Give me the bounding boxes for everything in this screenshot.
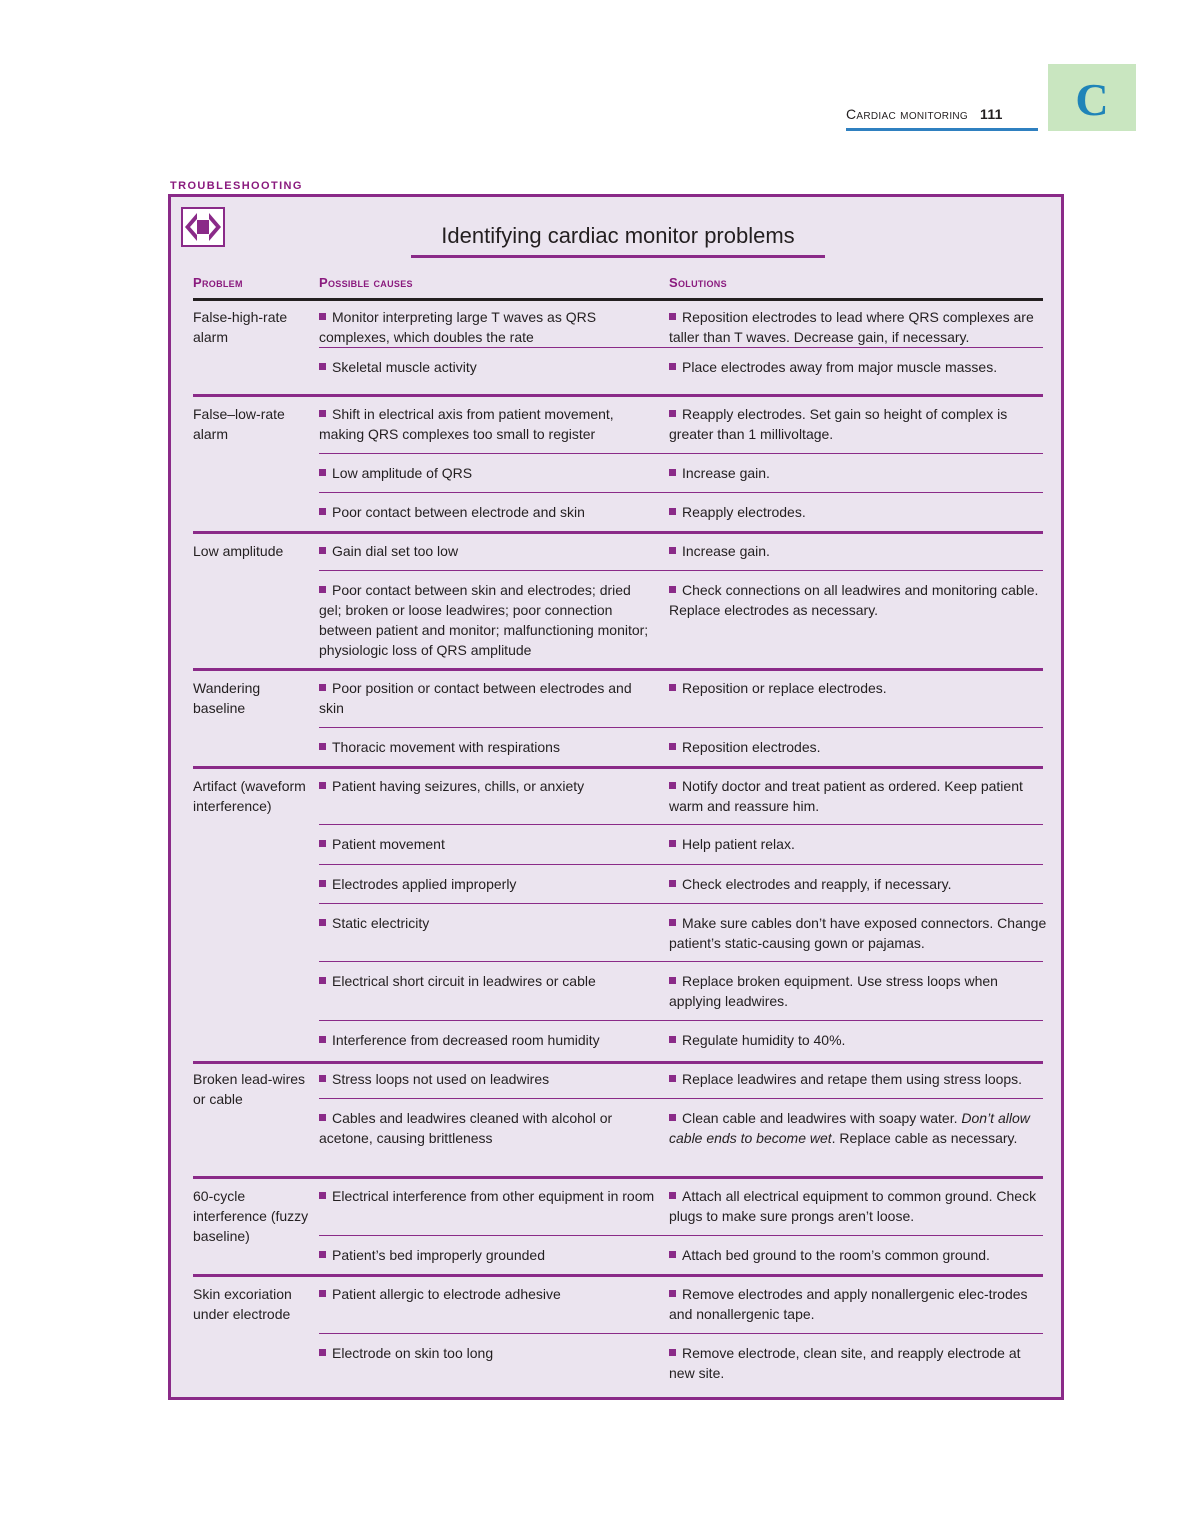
row-divider	[319, 961, 1043, 962]
cell-text: Attach bed ground to the room’s common ground.	[682, 1247, 990, 1263]
bullet-icon	[669, 586, 676, 593]
bullet-icon	[669, 684, 676, 691]
solution-cell	[669, 580, 1047, 620]
cell-text: Cables and leadwires cleaned with alcohol or acetone, causing brittleness	[319, 1110, 613, 1146]
running-head-title: Cardiac monitoring	[846, 106, 968, 122]
solution-cell	[669, 678, 1047, 698]
bullet-icon	[319, 586, 326, 593]
problem-cell: Low amplitude	[193, 543, 284, 559]
cell-text: Make sure cables don’t have exposed connectors. Change patient’s static-causing gown or pajamas.	[669, 915, 1047, 951]
running-head	[846, 106, 1038, 122]
cell-text: Electrodes applied improperly	[332, 876, 517, 892]
bullet-icon	[669, 363, 676, 370]
cell-text: Patient’s bed improperly grounded	[332, 1247, 545, 1263]
cause-cell	[319, 1069, 655, 1089]
bullet-icon	[319, 919, 326, 926]
bullet-icon	[319, 1036, 326, 1043]
cause-cell	[319, 463, 655, 483]
cell-text: Reposition electrodes.	[682, 739, 821, 755]
cell-text: Poor contact between skin and electrodes; dried gel; broken or loose leadwires; poor connection between patient and monitor; malfunctioning monitor; physiologic loss of QRS amplitude	[319, 582, 649, 658]
bullet-icon	[669, 313, 676, 320]
cell-text: Thoracic movement with respirations	[332, 739, 560, 755]
bullet-icon	[319, 508, 326, 515]
problem-cell: Wandering baseline	[193, 680, 261, 716]
row-divider	[319, 1020, 1043, 1021]
solution-cell	[669, 874, 1047, 894]
cell-text: Static electricity	[332, 915, 430, 931]
bullet-icon	[319, 840, 326, 847]
cause-cell	[319, 1245, 655, 1265]
group-divider	[193, 668, 1043, 671]
bullet-icon	[669, 977, 676, 984]
cause-cell	[319, 1108, 655, 1148]
bullet-icon	[319, 1192, 326, 1199]
bullet-icon	[669, 840, 676, 847]
bullet-icon	[319, 547, 326, 554]
solution-cell	[669, 913, 1047, 953]
problem-cell: False–low-rate alarm	[193, 406, 285, 442]
cell-text: Reposition electrodes to lead where QRS complexes are taller than T waves. Decrease gain, if necessary.	[669, 309, 1034, 345]
header-rule	[193, 298, 1043, 301]
cell-text: Clean cable and leadwires with soapy water.	[682, 1110, 962, 1126]
cell-text: Interference from decreased room humidity	[332, 1032, 600, 1048]
bullet-icon	[669, 547, 676, 554]
bullet-icon	[319, 782, 326, 789]
solution-cell	[669, 776, 1047, 816]
cell-text: Attach all electrical equipment to common ground. Check plugs to make sure prongs aren’t loose.	[669, 1188, 1037, 1224]
row-divider	[319, 727, 1043, 728]
solution-cell	[669, 502, 1047, 522]
cause-cell	[319, 913, 655, 933]
cell-text: Notify doctor and treat patient as ordered. Keep patient warm and reassure him.	[669, 778, 1023, 814]
cell-text: Poor position or contact between electrodes and skin	[319, 680, 632, 716]
troubleshooting-panel	[168, 194, 1064, 1400]
cause-cell	[319, 971, 655, 991]
cell-text: Poor contact between electrode and skin	[332, 504, 585, 520]
group-divider	[193, 531, 1043, 534]
bullet-icon	[319, 410, 326, 417]
cause-cell	[319, 834, 655, 854]
cell-text: Gain dial set too low	[332, 543, 459, 559]
cell-text: Electrical short circuit in leadwires or cable	[332, 973, 596, 989]
solution-cell	[669, 307, 1047, 347]
cell-text: . Replace cable as necessary.	[831, 1130, 1018, 1146]
solution-cell	[669, 1245, 1047, 1265]
cause-cell	[319, 1343, 655, 1363]
solution-cell	[669, 357, 1047, 377]
bullet-icon	[669, 919, 676, 926]
bullet-icon	[319, 1114, 326, 1121]
bullet-icon	[669, 1036, 676, 1043]
cell-text: Remove electrode, clean site, and reapply electrode at new site.	[669, 1345, 1021, 1381]
cell-text: Check connections on all leadwires and monitoring cable. Replace electrodes as necessary.	[669, 582, 1039, 618]
problem-cell: Artifact (waveform interference)	[193, 778, 306, 814]
cell-text: Shift in electrical axis from patient movement, making QRS complexes too small to register	[319, 406, 614, 442]
bullet-icon	[669, 1349, 676, 1356]
bullet-icon	[319, 363, 326, 370]
cell-text: Reposition or replace electrodes.	[682, 680, 887, 696]
solution-cell	[669, 1108, 1047, 1148]
bullet-icon	[669, 508, 676, 515]
bullet-icon	[669, 1114, 676, 1121]
cell-text: Increase gain.	[682, 465, 770, 481]
solution-cell	[669, 404, 1047, 444]
column-header-problem: Problem	[193, 275, 243, 290]
cause-cell	[319, 1284, 655, 1304]
row-divider	[319, 453, 1043, 454]
solution-cell	[669, 541, 1047, 561]
solution-cell	[669, 1186, 1047, 1226]
column-header-causes: Possible causes	[319, 275, 413, 290]
row-divider	[319, 492, 1043, 493]
section-label: TROUBLESHOOTING	[170, 180, 303, 192]
problem-cell: Broken lead-wires or cable	[193, 1071, 306, 1107]
bullet-icon	[669, 410, 676, 417]
row-divider	[319, 903, 1043, 904]
bullet-icon	[319, 313, 326, 320]
problem-cell: Skin excoriation under electrode	[193, 1286, 292, 1322]
group-divider	[193, 1176, 1043, 1179]
cause-cell	[319, 502, 655, 522]
cause-cell	[319, 1030, 655, 1050]
troubleshooting-arrows-icon	[181, 207, 225, 247]
solution-cell	[669, 1030, 1047, 1050]
cell-text: Check electrodes and reapply, if necessary.	[682, 876, 952, 892]
problem-cell: False-high-rate alarm	[193, 309, 288, 345]
cell-text: Increase gain.	[682, 543, 770, 559]
cell-text: Replace broken equipment. Use stress loops when applying leadwires.	[669, 973, 998, 1009]
bullet-icon	[319, 1075, 326, 1082]
bullet-icon	[319, 977, 326, 984]
cell-text: Patient movement	[332, 836, 445, 852]
bullet-icon	[669, 743, 676, 750]
table-title: Identifying cardiac monitor problems	[411, 223, 825, 258]
bullet-icon	[319, 469, 326, 476]
cell-text: Reapply electrodes.	[682, 504, 806, 520]
solution-cell	[669, 971, 1047, 1011]
cause-cell	[319, 874, 655, 894]
bullet-icon	[669, 1251, 676, 1258]
bullet-icon	[319, 743, 326, 750]
cause-cell	[319, 404, 655, 444]
bullet-icon	[319, 684, 326, 691]
group-divider	[193, 766, 1043, 769]
cell-text: Monitor interpreting large T waves as QRS complexes, which doubles the rate	[319, 309, 597, 345]
problem-cell: 60-cycle interference (fuzzy baseline)	[193, 1188, 309, 1244]
bullet-icon	[319, 1251, 326, 1258]
cause-cell	[319, 307, 655, 347]
bullet-icon	[669, 880, 676, 887]
cell-text: Electrical interference from other equipment in room	[332, 1188, 655, 1204]
column-header-solutions: Solutions	[669, 275, 727, 290]
group-divider	[193, 1274, 1043, 1277]
bullet-icon	[319, 880, 326, 887]
cell-text: Electrode on skin too long	[332, 1345, 494, 1361]
cell-text: Patient having seizures, chills, or anxiety	[332, 778, 585, 794]
cell-text: Help patient relax.	[682, 836, 795, 852]
cell-text-emphasis: Don’t allow cable ends to become wet	[669, 1110, 1030, 1146]
cause-cell	[319, 357, 655, 377]
solution-cell	[669, 834, 1047, 854]
bullet-icon	[669, 782, 676, 789]
bullet-icon	[669, 1075, 676, 1082]
running-head-rule	[846, 128, 1038, 131]
page-number: 111	[980, 106, 1003, 122]
cause-cell	[319, 541, 655, 561]
solution-cell	[669, 1343, 1047, 1383]
bullet-icon	[319, 1349, 326, 1356]
bullet-icon	[669, 1192, 676, 1199]
bullet-icon	[669, 1290, 676, 1297]
row-divider	[319, 1098, 1043, 1099]
bullet-icon	[319, 1290, 326, 1297]
solution-cell	[669, 463, 1047, 483]
solution-cell	[669, 1069, 1047, 1089]
row-divider	[319, 570, 1043, 571]
cause-cell	[319, 580, 655, 660]
thumb-tab: C	[1048, 64, 1136, 131]
bullet-icon	[669, 469, 676, 476]
cell-text: Place electrodes away from major muscle masses.	[682, 359, 998, 375]
solution-cell	[669, 737, 1047, 757]
cell-text: Stress loops not used on leadwires	[332, 1071, 550, 1087]
row-divider	[319, 1235, 1043, 1236]
row-divider	[319, 824, 1043, 825]
row-divider	[319, 864, 1043, 865]
row-divider	[319, 347, 1043, 348]
cell-text: Replace leadwires and retape them using stress loops.	[682, 1071, 1023, 1087]
row-divider	[319, 1333, 1043, 1334]
cell-text: Reapply electrodes. Set gain so height of complex is greater than 1 millivoltage.	[669, 406, 1008, 442]
cause-cell	[319, 678, 655, 718]
cause-cell	[319, 776, 655, 796]
cell-text: Patient allergic to electrode adhesive	[332, 1286, 561, 1302]
solution-cell	[669, 1284, 1047, 1324]
cell-text: Remove electrodes and apply nonallergenic elec-trodes and nonallergenic tape.	[669, 1286, 1028, 1322]
cause-cell	[319, 737, 655, 757]
cause-cell	[319, 1186, 655, 1206]
group-divider	[193, 394, 1043, 397]
cell-text: Regulate humidity to 40%.	[682, 1032, 846, 1048]
group-divider	[193, 1061, 1043, 1064]
cell-text: Low amplitude of QRS	[332, 465, 473, 481]
cell-text: Skeletal muscle activity	[332, 359, 477, 375]
